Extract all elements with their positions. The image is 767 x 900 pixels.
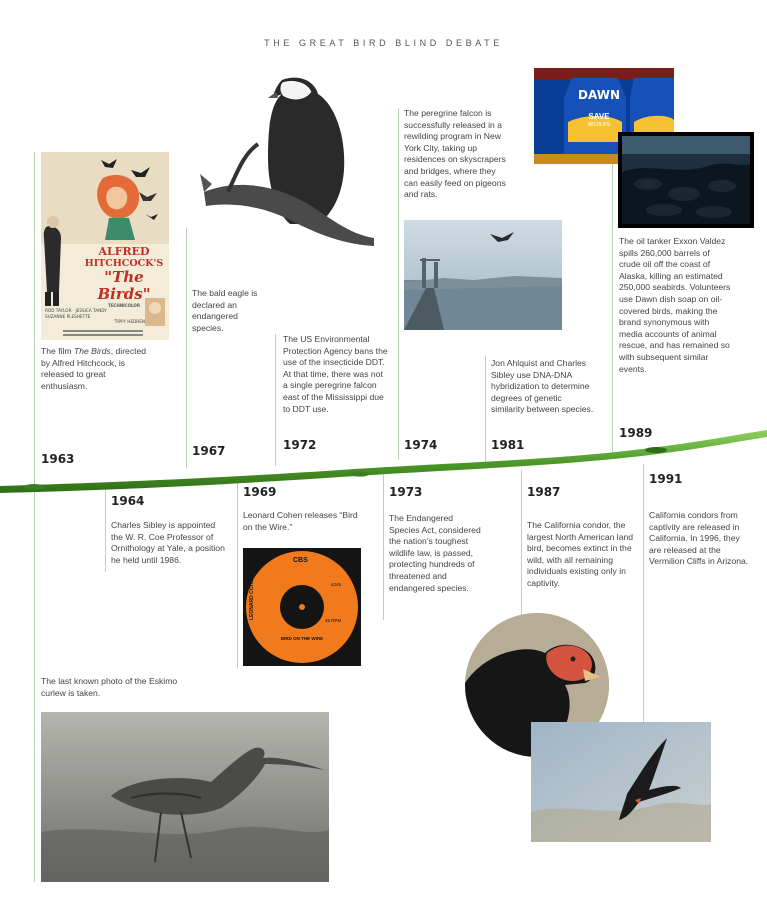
guide-line-1989: [612, 158, 613, 458]
year-1989: 1989: [619, 426, 653, 440]
event-1963-text-b: , directed by Alfred Hitchcock, is released to great enthusiasm.: [41, 346, 147, 391]
curlew-art: [41, 712, 329, 882]
event-1963-curlew-text: The last known photo of the Eskimo curlew is taken.: [41, 676, 178, 698]
year-1981: 1981: [491, 438, 525, 452]
guide-line-1991: [643, 464, 644, 726]
condor-flight-art: [531, 722, 711, 842]
poster-cast-2: SUZANNE PLESHETTE: [45, 313, 91, 319]
photo-condor-in-flight: [531, 722, 711, 842]
dawn-slogan-wildlife: WILDLIFE: [587, 122, 611, 128]
record-song: BIRD ON THE WIRE: [280, 636, 324, 641]
event-1963-film-title: The Birds: [73, 346, 111, 356]
eagle-art: [198, 74, 376, 248]
poster-star: 'TIPPI' HEDREN: [113, 319, 145, 324]
dawn-brand: DAWN: [578, 88, 620, 102]
year-1987: 1987: [527, 485, 561, 499]
event-1972-text: The US Environmental Protection Agency bans the use of the insecticide DDT. At that time, there was not a single peregrine falcon east of the Mississippi due to DDT use.: [283, 334, 388, 414]
event-1974-text: The peregrine falcon is successfully released in a rewilding program in New York City, taking up residences on skyscrapers and bridges, where they can easily feed on pigeons and rats.: [404, 108, 506, 200]
event-1989-text: The oil tanker Exxon Valdez spills 260,000 barrels of crude oil off the coast of Alaska, killing an estimated 250,000 seabirds. Volunteers use Dawn dish soap on oil-covered birds, making the brand synonymous with media accounts of animal rescue, and has remained so with subsequent similar events.: [619, 236, 731, 374]
event-1987-text: The California condor, the largest North American land bird, becomes extinct in the wild, with all remaining individuals existing only in captivity.: [527, 520, 634, 588]
year-1974: 1974: [404, 438, 438, 452]
event-1967-text: The bald eagle is declared an endangered species.: [192, 288, 258, 333]
record-bird-on-the-wire: [243, 548, 361, 666]
event-1963-text-a: The film: [41, 346, 74, 356]
event-1969-text: Leonard Cohen releases “Bird on the Wire.”: [243, 510, 358, 532]
event-1973-text: The Endangered Species Act, considered the nation’s toughest wildlife law, is passed, protecting hundreds of threatened and endangered species.: [389, 513, 481, 593]
nyc-art: [404, 220, 562, 330]
year-1964: 1964: [111, 494, 145, 508]
year-1967: 1967: [192, 444, 226, 458]
poster-cast: ROD TAYLOR · JESSICA TANDY: [45, 308, 107, 313]
record-speed: 45 RPM: [325, 618, 342, 623]
year-1969: 1969: [243, 485, 277, 499]
year-1972: 1972: [283, 438, 317, 452]
event-1981-text: Jon Ahlquist and Charles Sibley use DNA-DNA hybridization to determine degrees of genetic similarity between species.: [491, 358, 594, 415]
guide-line-1974: [398, 108, 399, 460]
guide-line-1969: [237, 478, 238, 668]
guide-line-1963: [34, 152, 35, 882]
event-1991-text: California condors from captivity are released in California. In 1996, they are released at the Vermilion Cliffs in Arizona.: [649, 510, 749, 567]
poster-line-1: ALFRED: [98, 245, 150, 258]
year-1963: 1963: [41, 452, 75, 466]
record-art: [243, 548, 361, 666]
oil-birds-art: [618, 132, 754, 228]
event-1963-text: [41, 346, 151, 392]
photo-eskimo-curlew: [41, 712, 329, 882]
record-artist: LEONARD COHEN: [249, 575, 255, 620]
poster-line-2: HITCHCOCK'S: [84, 258, 164, 269]
dawn-slogan-save: SAVE: [588, 112, 610, 121]
poster-the-birds: [41, 152, 169, 340]
photo-nyc-falcon: [404, 220, 562, 330]
poster-technicolor: TECHNICOLOR: [108, 303, 140, 308]
record-cat-number: 4245: [331, 582, 342, 587]
page-title: THE GREAT BIRD BLIND DEBATE: [264, 38, 503, 48]
record-label-logo: CBS: [293, 557, 308, 564]
illustration-bald-eagle: [198, 74, 376, 248]
year-1973: 1973: [389, 485, 423, 499]
photo-oil-covered-birds: [618, 132, 754, 228]
year-1991: 1991: [649, 472, 683, 486]
event-1964-text: Charles Sibley is appointed the W. R. Coe Professor of Ornithology at Yale, a position he held until 1986.: [111, 520, 225, 565]
poster-line-3: "The Birds": [97, 268, 151, 303]
